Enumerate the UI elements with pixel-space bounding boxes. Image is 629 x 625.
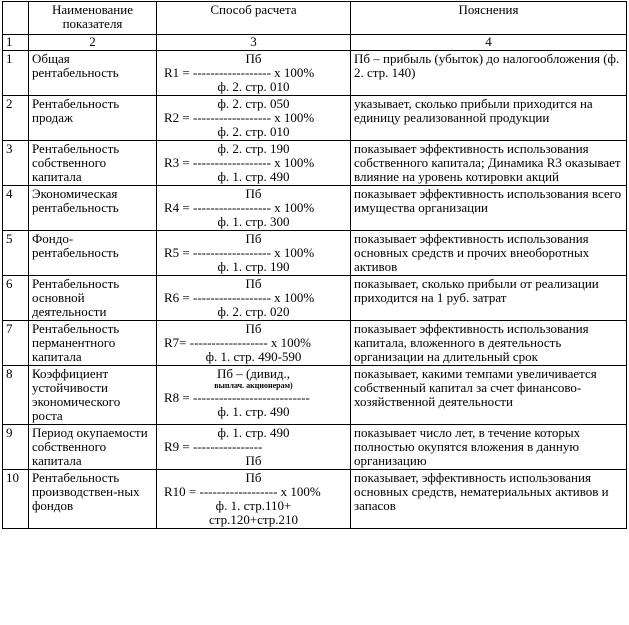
indicator-name: Экономическая рентабельность xyxy=(29,186,157,231)
row-number: 4 xyxy=(3,186,29,231)
formula-denominator-cont: стр.120+стр.210 xyxy=(208,512,299,527)
indicator-name: Фондо-рентабельность xyxy=(29,231,157,276)
formula-cell xyxy=(157,425,351,470)
formula-cell xyxy=(157,231,351,276)
formula-cell xyxy=(157,51,351,96)
formula-line: R8 = --------------------------- xyxy=(164,390,310,405)
formula-numerator: ф. 2. стр. 190 xyxy=(217,141,290,156)
table-row xyxy=(3,425,627,470)
indicator-name: Рентабельность собственного капитала xyxy=(29,141,157,186)
explanation: показывает эффективность использования собственного капитала; Динамика R3 оказывает влияние на уровень котировки акций xyxy=(351,141,627,186)
formula-denominator: ф. 1. стр. 490-590 xyxy=(205,349,302,364)
formula-denominator: ф. 1. стр. 300 xyxy=(217,214,290,229)
header-col-4: Пояснения xyxy=(351,2,627,35)
formula-cell xyxy=(157,141,351,186)
explanation: показывает, сколько прибыли от реализации приходится на 1 руб. затрат xyxy=(351,276,627,321)
number-cell: 4 xyxy=(351,35,627,51)
table-row xyxy=(3,321,627,366)
formula-numerator: Пб xyxy=(245,321,262,336)
formula-numerator: ф. 2. стр. 050 xyxy=(217,96,290,111)
formula-numerator: ф. 1. стр. 490 xyxy=(217,425,290,440)
formula-line: R6 = ------------------ x 100% xyxy=(164,290,315,305)
indicator-name: Период окупаемости собственного капитала xyxy=(29,425,157,470)
formula-cell xyxy=(157,470,351,529)
indicator-name: Рентабельность основной деятельности xyxy=(29,276,157,321)
formula-denominator: ф. 2. стр. 010 xyxy=(217,124,290,139)
profitability-table xyxy=(2,1,627,529)
explanation: показывает, какими темпами увеличивается собственный капитал за счет финансово-хозяйственной деятельности xyxy=(351,366,627,425)
explanation: показывает эффективность использования капитала, вложенного в деятельность организации на длительный срок xyxy=(351,321,627,366)
explanation: Пб – прибыль (убыток) до налогообложения (ф. 2. стр. 140) xyxy=(351,51,627,96)
formula-numerator-note: выплач. акционерам) xyxy=(214,381,293,390)
row-number: 5 xyxy=(3,231,29,276)
explanation: указывает, сколько прибыли приходится на единицу реализованной продукции xyxy=(351,96,627,141)
explanation: показывает число лет, в течение которых полностью окупятся вложения в данную организацию xyxy=(351,425,627,470)
table-row xyxy=(3,231,627,276)
indicator-name: Коэффициент устойчивости экономического роста xyxy=(29,366,157,425)
number-cell: 3 xyxy=(157,35,351,51)
table-row xyxy=(3,186,627,231)
table-row xyxy=(3,366,627,425)
formula-cell xyxy=(157,96,351,141)
indicator-name: Рентабельность продаж xyxy=(29,96,157,141)
formula-cell xyxy=(157,321,351,366)
table-row xyxy=(3,51,627,96)
indicator-name: Общая рентабельность xyxy=(29,51,157,96)
numbering-row xyxy=(3,35,627,51)
header-col-2: Наименование показателя xyxy=(29,2,157,35)
formula-numerator: Пб xyxy=(245,186,262,201)
formula-line: R5 = ------------------ x 100% xyxy=(164,245,315,260)
number-cell: 1 xyxy=(3,35,29,51)
number-cell: 2 xyxy=(29,35,157,51)
formula-line: R10 = ------------------ x 100% xyxy=(164,484,321,499)
formula-denominator: ф. 2. стр. 010 xyxy=(217,79,290,94)
table-row xyxy=(3,141,627,186)
formula-line: R2 = ------------------ x 100% xyxy=(164,110,315,125)
explanation: показывает эффективность использования всего имущества организации xyxy=(351,186,627,231)
formula-cell xyxy=(157,276,351,321)
formula-denominator: ф. 1. стр. 490 xyxy=(217,404,290,419)
row-number: 7 xyxy=(3,321,29,366)
formula-cell xyxy=(157,186,351,231)
formula-numerator: Пб – (дивид., xyxy=(216,366,291,381)
table-row xyxy=(3,276,627,321)
formula-numerator: Пб xyxy=(245,231,262,246)
explanation: показывает эффективность использования основных средств и прочих внеоборотных активов xyxy=(351,231,627,276)
formula-denominator: ф. 1. стр. 490 xyxy=(217,169,290,184)
row-number: 10 xyxy=(3,470,29,529)
formula-cell xyxy=(157,366,351,425)
formula-denominator: ф. 2. стр. 020 xyxy=(217,304,290,319)
explanation: показывает, эффективность использования основных средств, нематериальных активов и запасов xyxy=(351,470,627,529)
formula-numerator: Пб xyxy=(245,470,262,485)
row-number: 2 xyxy=(3,96,29,141)
table-row xyxy=(3,96,627,141)
formula-numerator: Пб xyxy=(245,51,262,66)
header-col-1 xyxy=(3,2,29,35)
row-number: 8 xyxy=(3,366,29,425)
indicator-name: Рентабельность перманентного капитала xyxy=(29,321,157,366)
formula-line: R3 = ------------------ x 100% xyxy=(164,155,315,170)
row-number: 3 xyxy=(3,141,29,186)
formula-line: R9 = ---------------- xyxy=(164,439,263,454)
formula-denominator: ф. 1. стр.110+ xyxy=(215,498,292,513)
table-row xyxy=(3,470,627,529)
formula-line: R1 = ------------------ x 100% xyxy=(164,65,315,80)
formula-line: R7= ------------------ x 100% xyxy=(164,335,312,350)
formula-line: R4 = ------------------ x 100% xyxy=(164,200,315,215)
row-number: 1 xyxy=(3,51,29,96)
header-col-3: Способ расчета xyxy=(157,2,351,35)
row-number: 6 xyxy=(3,276,29,321)
formula-denominator: ф. 1. стр. 190 xyxy=(217,259,290,274)
table-header-row xyxy=(3,2,627,35)
formula-numerator: Пб xyxy=(245,276,262,291)
indicator-name: Рентабельность производствен-ных фондов xyxy=(29,470,157,529)
formula-denominator: Пб xyxy=(245,453,262,468)
row-number: 9 xyxy=(3,425,29,470)
